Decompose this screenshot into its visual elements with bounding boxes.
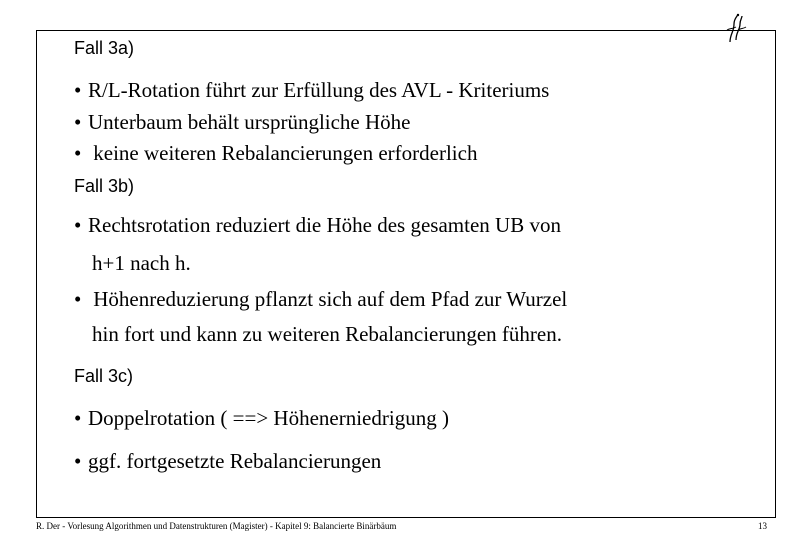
footer-text: R. Der - Vorlesung Algorithmen und Datenstrukturen (Magister) - Kapitel 9: Balancierte Binärbäum xyxy=(36,521,397,531)
section-heading-3b: Fall 3b) xyxy=(74,176,135,196)
bullet-item: • keine weiteren Rebalancierungen erforderlich xyxy=(74,141,478,165)
bullet-item: •Unterbaum behält ursprüngliche Höhe xyxy=(74,110,411,134)
bullet-continuation: hin fort und kann zu weiteren Rebalancierungen führen. xyxy=(92,322,562,346)
bullet-item: •ggf. fortgesetzte Rebalancierungen xyxy=(74,449,382,473)
bullet-item: •Doppelrotation ( ==> Höhenerniedrigung ) xyxy=(74,406,449,430)
section-heading-3a: Fall 3a) xyxy=(74,38,135,58)
university-logo-icon xyxy=(724,12,748,44)
bullet-item: •R/L-Rotation führt zur Erfüllung des AVL - Kriteriums xyxy=(74,78,550,102)
page-number: 13 xyxy=(758,521,767,531)
bullet-item: •Rechtsrotation reduziert die Höhe des gesamten UB von xyxy=(74,213,561,237)
bullet-continuation: h+1 nach h. xyxy=(92,251,191,275)
bullet-item: • Höhenreduzierung pflanzt sich auf dem Pfad zur Wurzel xyxy=(74,287,568,311)
section-heading-3c: Fall 3c) xyxy=(74,366,134,386)
